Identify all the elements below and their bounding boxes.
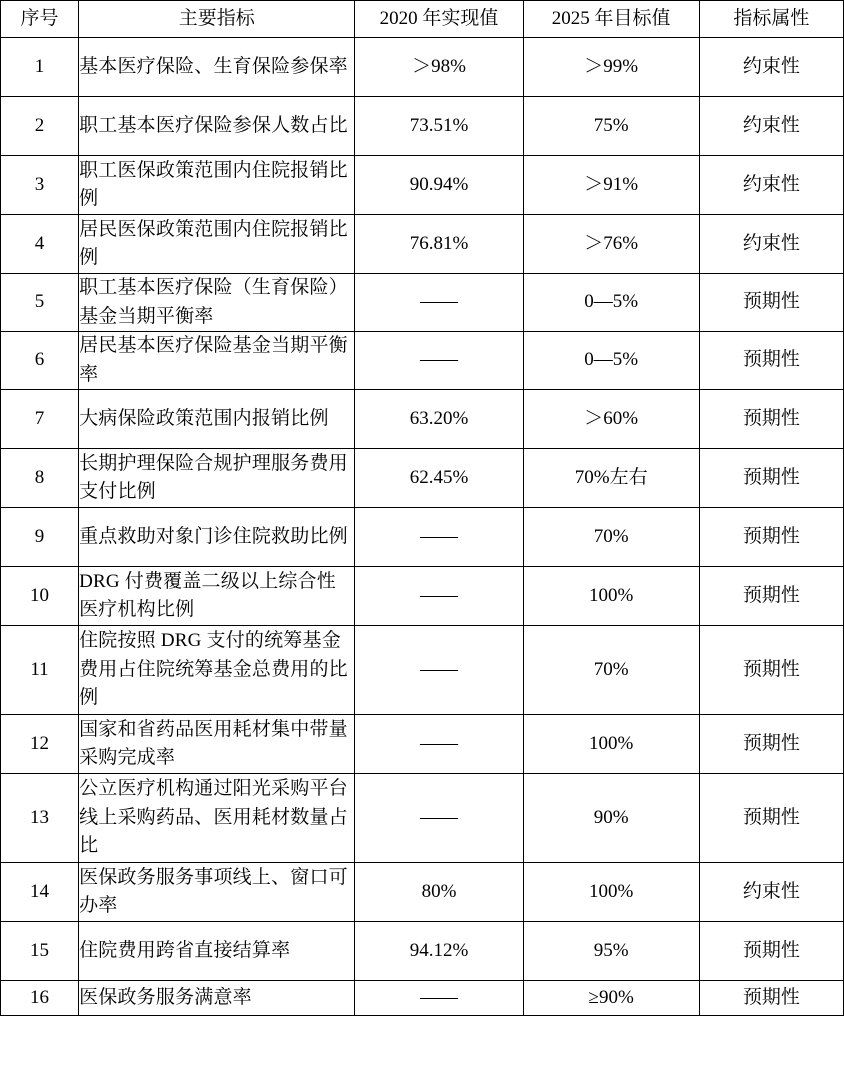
row-indicator-name: 居民医保政策范围内住院报销比例 xyxy=(79,215,355,274)
table-row xyxy=(1,981,844,1016)
table-row xyxy=(1,715,844,774)
row-attribute: 约束性 xyxy=(699,156,843,215)
row-value-2025: 70% xyxy=(523,508,699,567)
table-row xyxy=(1,390,844,449)
table-row xyxy=(1,567,844,626)
row-attribute: 预期性 xyxy=(699,715,843,774)
row-attribute: 预期性 xyxy=(699,390,843,449)
row-value-2025: 0—5% xyxy=(523,274,699,332)
row-value-2025: 90% xyxy=(523,774,699,863)
row-number: 3 xyxy=(1,156,79,215)
row-indicator-name: 重点救助对象门诊住院救助比例 xyxy=(79,508,355,567)
row-indicator-name: DRG 付费覆盖二级以上综合性医疗机构比例 xyxy=(79,567,355,626)
row-number: 1 xyxy=(1,38,79,97)
row-attribute: 预期性 xyxy=(699,981,843,1016)
table-row xyxy=(1,922,844,981)
row-attribute: 预期性 xyxy=(699,922,843,981)
row-value-2025: 0—5% xyxy=(523,332,699,390)
row-value-2020: 94.12% xyxy=(355,922,523,981)
row-value-2025: 70%左右 xyxy=(523,449,699,508)
row-value-2020: ＞98% xyxy=(355,38,523,97)
table-body xyxy=(1,38,844,1016)
row-attribute: 约束性 xyxy=(699,863,843,922)
row-value-2020: —— xyxy=(355,715,523,774)
row-number: 9 xyxy=(1,508,79,567)
row-indicator-name: 住院按照 DRG 支付的统筹基金费用占住院统筹基金总费用的比例 xyxy=(79,626,355,715)
row-attribute: 预期性 xyxy=(699,449,843,508)
row-number: 2 xyxy=(1,97,79,156)
row-value-2020: —— xyxy=(355,774,523,863)
row-number: 14 xyxy=(1,863,79,922)
column-header-attribute: 指标属性 xyxy=(699,1,843,38)
row-attribute: 预期性 xyxy=(699,626,843,715)
row-indicator-name: 医保政务服务事项线上、窗口可办率 xyxy=(79,863,355,922)
row-number: 4 xyxy=(1,215,79,274)
row-value-2025: 100% xyxy=(523,715,699,774)
row-value-2025: 95% xyxy=(523,922,699,981)
row-indicator-name: 职工基本医疗保险参保人数占比 xyxy=(79,97,355,156)
row-indicator-name: 住院费用跨省直接结算率 xyxy=(79,922,355,981)
row-indicator-name: 基本医疗保险、生育保险参保率 xyxy=(79,38,355,97)
row-value-2020: —— xyxy=(355,274,523,332)
row-value-2025: ＞99% xyxy=(523,38,699,97)
row-indicator-name: 医保政务服务满意率 xyxy=(79,981,355,1016)
row-value-2020: —— xyxy=(355,981,523,1016)
column-header-no: 序号 xyxy=(1,1,79,38)
row-value-2025: ＞91% xyxy=(523,156,699,215)
row-value-2020: 90.94% xyxy=(355,156,523,215)
row-attribute: 预期性 xyxy=(699,332,843,390)
column-header-indicator: 主要指标 xyxy=(79,1,355,38)
row-number: 15 xyxy=(1,922,79,981)
row-number: 13 xyxy=(1,774,79,863)
row-indicator-name: 国家和省药品医用耗材集中带量采购完成率 xyxy=(79,715,355,774)
row-value-2020: 73.51% xyxy=(355,97,523,156)
row-value-2020: 63.20% xyxy=(355,390,523,449)
row-value-2020: 76.81% xyxy=(355,215,523,274)
table-header xyxy=(1,1,844,38)
table-row xyxy=(1,332,844,390)
row-indicator-name: 职工医保政策范围内住院报销比例 xyxy=(79,156,355,215)
row-number: 8 xyxy=(1,449,79,508)
row-number: 6 xyxy=(1,332,79,390)
row-indicator-name: 长期护理保险合规护理服务费用支付比例 xyxy=(79,449,355,508)
table-row xyxy=(1,156,844,215)
column-header-2020: 2020 年实现值 xyxy=(355,1,523,38)
row-value-2025: 75% xyxy=(523,97,699,156)
row-number: 5 xyxy=(1,274,79,332)
row-indicator-name: 大病保险政策范围内报销比例 xyxy=(79,390,355,449)
row-indicator-name: 公立医疗机构通过阳光采购平台线上采购药品、医用耗材数量占比 xyxy=(79,774,355,863)
table-row xyxy=(1,626,844,715)
column-header-2025: 2025 年目标值 xyxy=(523,1,699,38)
row-attribute: 约束性 xyxy=(699,38,843,97)
row-value-2025: ＞76% xyxy=(523,215,699,274)
table-row xyxy=(1,774,844,863)
row-number: 16 xyxy=(1,981,79,1016)
row-value-2020: —— xyxy=(355,332,523,390)
table-row xyxy=(1,38,844,97)
row-indicator-name: 职工基本医疗保险（生育保险）基金当期平衡率 xyxy=(79,274,355,332)
row-attribute: 约束性 xyxy=(699,97,843,156)
row-attribute: 预期性 xyxy=(699,774,843,863)
row-value-2020: —— xyxy=(355,508,523,567)
row-number: 12 xyxy=(1,715,79,774)
row-number: 10 xyxy=(1,567,79,626)
row-number: 11 xyxy=(1,626,79,715)
row-attribute: 约束性 xyxy=(699,215,843,274)
table-row xyxy=(1,274,844,332)
table-header-row xyxy=(1,1,844,38)
row-value-2025: ＞60% xyxy=(523,390,699,449)
row-value-2025: ≥90% xyxy=(523,981,699,1016)
row-indicator-name: 居民基本医疗保险基金当期平衡率 xyxy=(79,332,355,390)
row-attribute: 预期性 xyxy=(699,508,843,567)
row-value-2025: 70% xyxy=(523,626,699,715)
row-attribute: 预期性 xyxy=(699,274,843,332)
table-row xyxy=(1,97,844,156)
row-value-2025: 100% xyxy=(523,863,699,922)
row-attribute: 预期性 xyxy=(699,567,843,626)
row-value-2025: 100% xyxy=(523,567,699,626)
row-number: 7 xyxy=(1,390,79,449)
row-value-2020: —— xyxy=(355,626,523,715)
table-row xyxy=(1,863,844,922)
row-value-2020: —— xyxy=(355,567,523,626)
table-row xyxy=(1,449,844,508)
row-value-2020: 80% xyxy=(355,863,523,922)
row-value-2020: 62.45% xyxy=(355,449,523,508)
table-row xyxy=(1,215,844,274)
table-row xyxy=(1,508,844,567)
